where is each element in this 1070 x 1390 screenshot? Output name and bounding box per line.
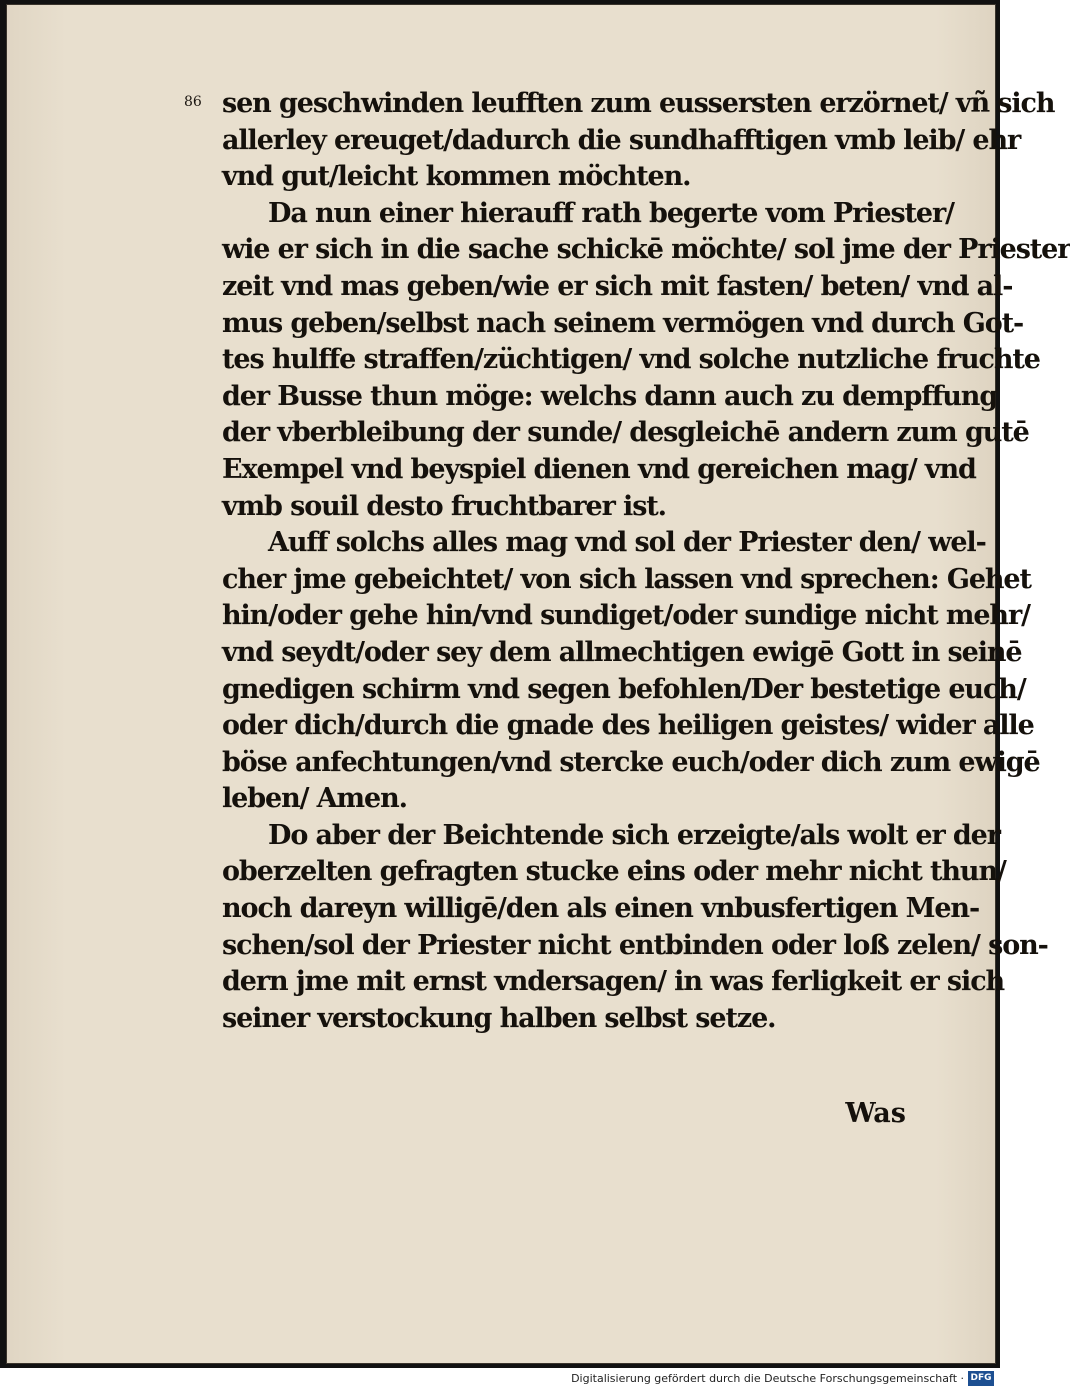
text-line: Do aber der Beichtende sich erzeigte/als wolt er der xyxy=(268,819,1000,851)
text-line: oder dich/durch die gnade des heiligen geistes/ wider alle xyxy=(222,710,1034,742)
text-line: seiner verstockung halben selbst setze. xyxy=(222,1002,776,1034)
text-line: der Busse thun möge: welchs dann auch zu dempffung xyxy=(222,380,998,412)
text-line: oberzelten gefragten stucke eins oder mehr nicht thun/ xyxy=(222,856,1006,888)
text-line: sen geschwinden leufften zum eussersten erzörnet/ vñ sich xyxy=(222,88,1055,119)
text-line: leben/ Amen. xyxy=(222,783,407,815)
text-line: noch dareyn willigē/den als einen vnbusfertigen Men- xyxy=(222,893,980,925)
text-line: vmb souil desto fruchtbarer ist. xyxy=(222,490,666,522)
footer-bar xyxy=(0,1368,1000,1390)
text-line: hin/oder gehe hin/vnd sundiget/oder sundige nicht mehr/ xyxy=(222,600,1030,632)
dfg-logo-icon: DFG xyxy=(968,1371,994,1386)
page-number: 86 xyxy=(184,94,202,110)
text-line: Exempel vnd beyspiel dienen vnd gereichen mag/ vnd xyxy=(222,453,976,485)
text-line: vnd seydt/oder sey dem allmechtigen ewigē Gott in seinē xyxy=(222,636,1022,668)
text-line: der vberbleibung der sunde/ desgleichē andern zum gutē xyxy=(222,417,1029,449)
text-line: wie er sich in die sache schickē möchte/ sol jme der Priester xyxy=(222,234,1070,266)
text-line: Da nun einer hierauff rath begerte vom Priester/ xyxy=(268,197,954,229)
text-line: schen/sol der Priester nicht entbinden oder loß zelen/ son- xyxy=(222,929,1048,961)
text-line: Auff solchs alles mag vnd sol der Priester den/ wel- xyxy=(268,527,986,559)
text-line: cher jme gebeichtet/ von sich lassen vnd sprechen: Gehet xyxy=(222,563,1031,595)
body-text xyxy=(222,86,1070,1037)
text-line: dern jme mit ernst vndersagen/ in was ferligkeit er sich xyxy=(222,966,1005,998)
text-line: gnedigen schirm vnd segen befohlen/Der bestetige euch/ xyxy=(222,673,1026,705)
text-line: zeit vnd mas geben/wie er sich mit fasten/ beten/ vnd al- xyxy=(222,270,1013,302)
text-line: tes hulffe straffen/züchtigen/ vnd solche nutzliche fruchte xyxy=(222,344,1040,376)
catchword: Was xyxy=(845,1098,906,1129)
text-line: vnd gut/leicht kommen möchten. xyxy=(222,161,691,193)
text-line: mus geben/selbst nach seinem vermögen vnd durch Got- xyxy=(222,307,1024,339)
funding-credit: Digitalisierung gefördert durch die Deutsche Forschungsgemeinschaft · xyxy=(571,1372,964,1385)
text-line: böse anfechtungen/vnd stercke euch/oder dich zum ewigē xyxy=(222,746,1040,778)
text-line: allerley ereuget/dadurch die sundhafftigen vmb leib/ ehr xyxy=(222,124,1021,156)
